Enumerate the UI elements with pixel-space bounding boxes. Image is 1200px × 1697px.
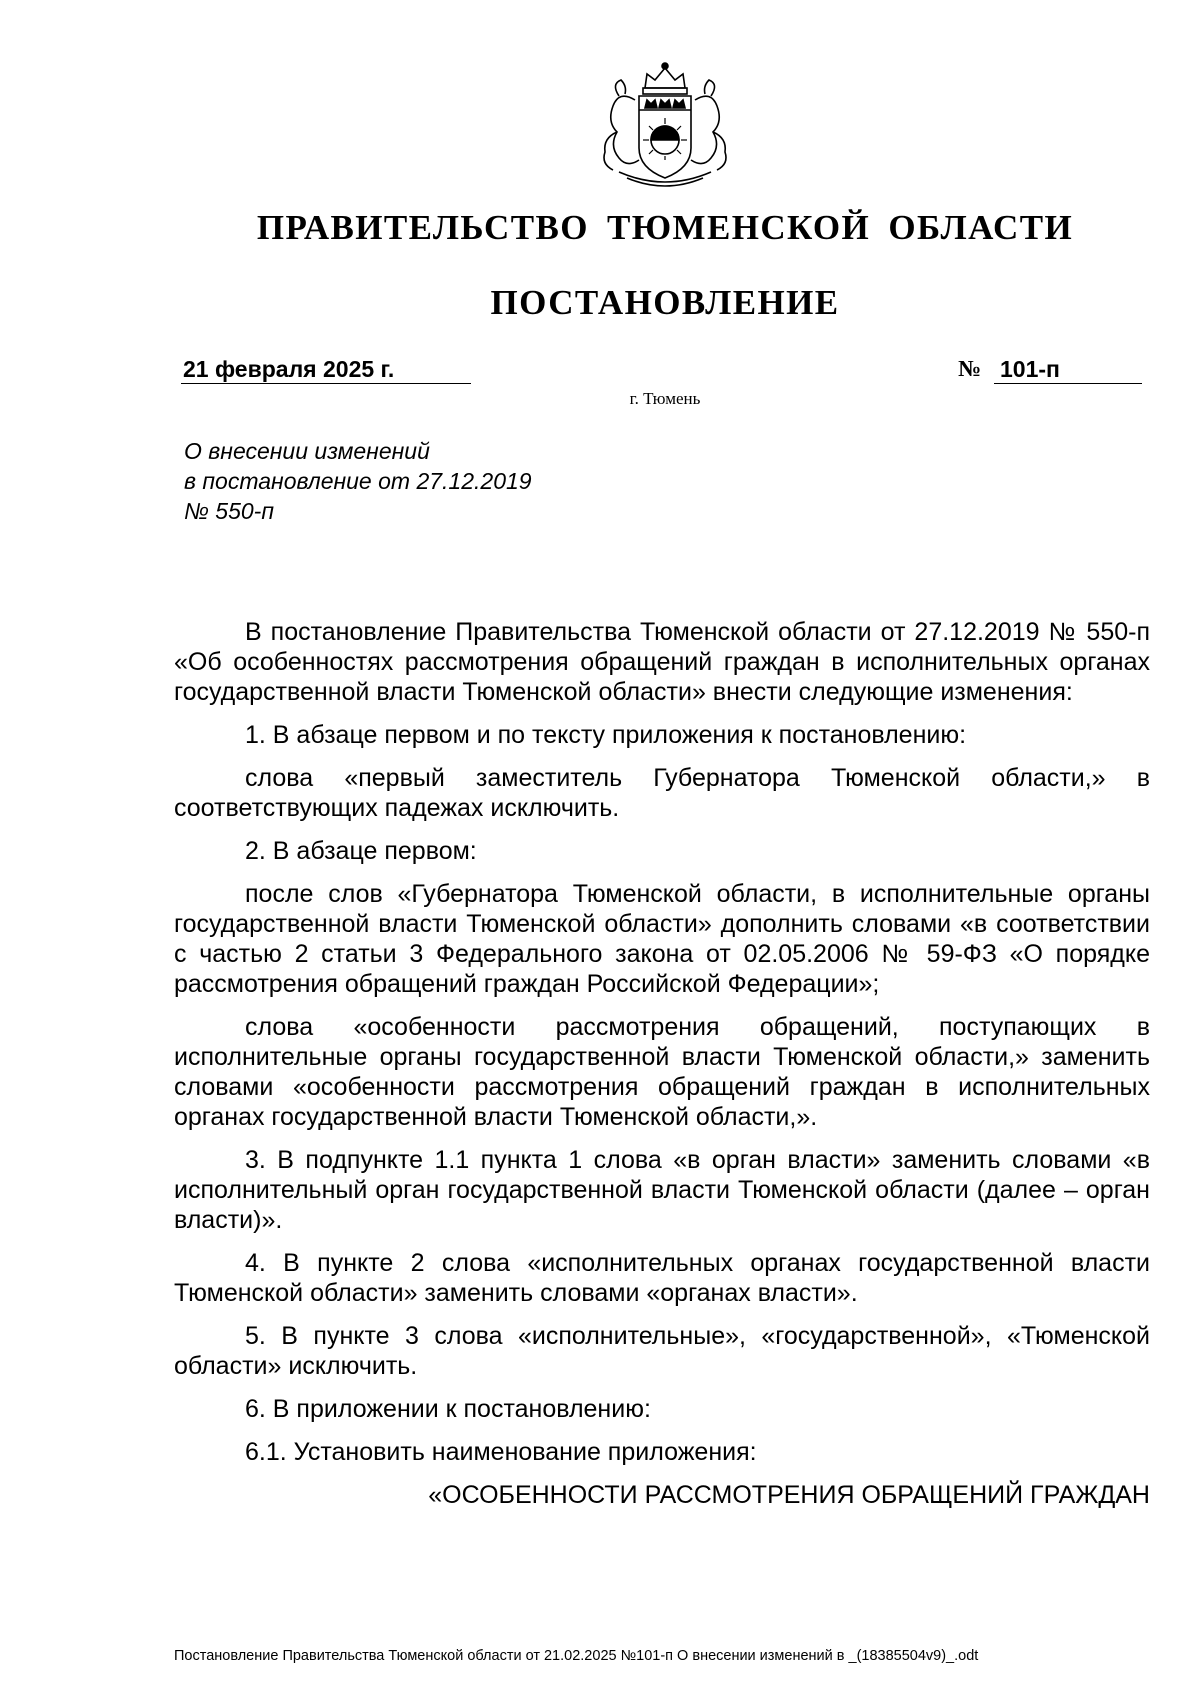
document-number-field <box>958 356 1142 383</box>
document-city: г. Тюмень <box>629 389 701 408</box>
body-paragraph: слова «первый заместитель Губернатора Тюменской области,» в соответствующих падежах исключить. <box>174 764 1150 822</box>
document-type-title: ПОСТАНОВЛЕНИЕ <box>490 283 840 322</box>
coat-of-arms-icon <box>583 60 747 190</box>
document-footer: Постановление Правительства Тюменской области от 21.02.2025 №101-п О внесении изменений в _(18385504v9)_.odt <box>174 1648 979 1664</box>
body-paragraph: 5. В пункте 3 слова «исполнительные», «государственной», «Тюменской области» исключить. <box>174 1322 1150 1380</box>
body-paragraph: 1. В абзаце первом и по тексту приложения к постановлению: <box>245 721 967 749</box>
government-title: ПРАВИТЕЛЬСТВО ТЮМЕНСКОЙ ОБЛАСТИ <box>256 208 1074 247</box>
document-date: 21 февраля 2025 г. <box>183 356 395 382</box>
body-paragraph: 4. В пункте 2 слова «исполнительных органах государственной власти Тюменской области» заменить словами «органах власти». <box>174 1249 1150 1307</box>
body-paragraph: 3. В подпункте 1.1 пункта 1 слова «в орган власти» заменить словами «в исполнительный орган государственной власти Тюменской области (далее – орган власти)». <box>174 1146 1150 1234</box>
document-date-field <box>181 356 471 384</box>
number-sign: № <box>958 356 982 381</box>
appendix-title: «ОСОБЕННОСТИ РАССМОТРЕНИЯ ОБРАЩЕНИЙ ГРАЖДАН <box>428 1481 1150 1509</box>
subject-line: О внесении изменений <box>184 438 430 464</box>
number-underline <box>994 356 1142 384</box>
body-paragraph: после слов «Губернатора Тюменской области, в исполнительные органы государственной власти Тюменской области» дополнить словами «в соответствии с частью 2 статьи 3 Федерального закона от 02.05.2006 № 59-ФЗ «О порядке рассмотрения обращений граждан Российской Федерации»; <box>174 880 1150 998</box>
body-paragraph: 6. В приложении к постановлению: <box>245 1395 651 1423</box>
body-paragraph: слова «особенности рассмотрения обращений, поступающих в исполнительные органы государственной власти Тюменской области,» заменить словами «особенности рассмотрения обращений граждан в исполнительных органах государственной власти Тюменской области,». <box>174 1013 1150 1131</box>
subject-line: № 550-п <box>184 498 274 524</box>
body-paragraph: 2. В абзаце первом: <box>245 837 477 865</box>
document-body <box>174 617 1150 1523</box>
subject-line: в постановление от 27.12.2019 <box>184 468 532 494</box>
body-paragraph: В постановление Правительства Тюменской области от 27.12.2019 № 550-п «Об особенностях рассмотрения обращений граждан в исполнительных органах государственной власти Тюменской области» внести следующие изменения: <box>174 618 1150 706</box>
document-subject <box>184 436 532 526</box>
document-number: 101-п <box>1000 356 1060 382</box>
body-paragraph: 6.1. Установить наименование приложения: <box>245 1438 757 1466</box>
